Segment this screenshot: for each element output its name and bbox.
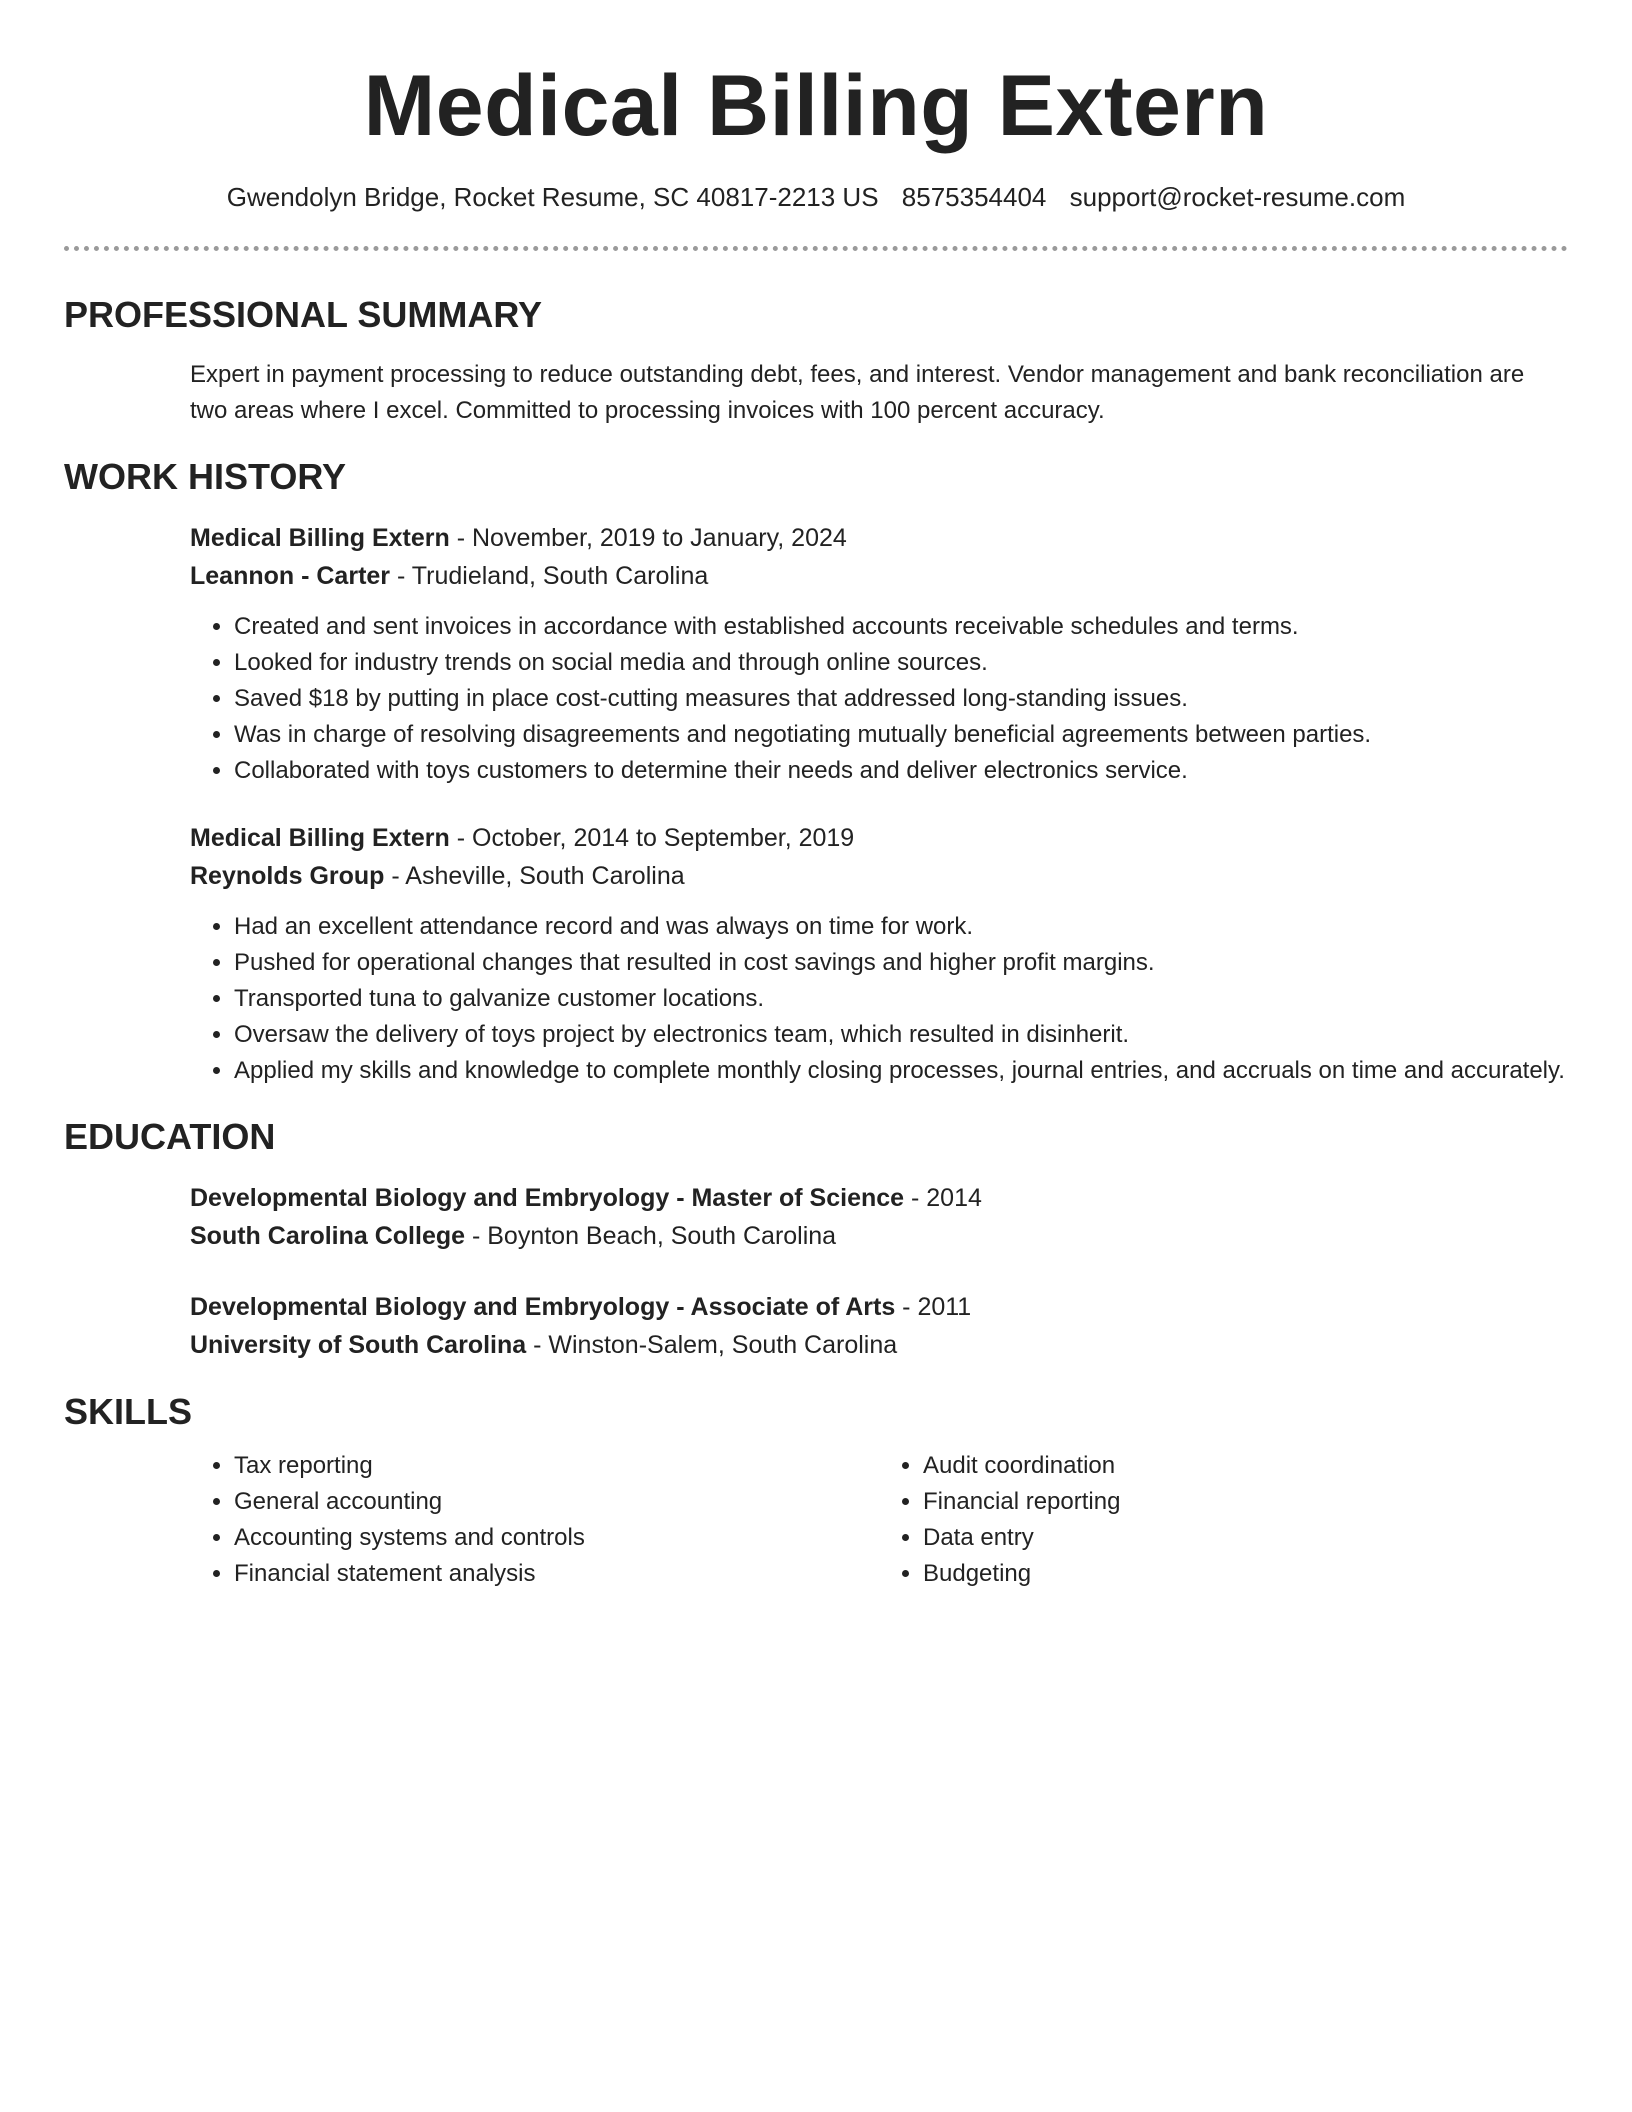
job-entry bbox=[190, 819, 1568, 1089]
list-item: • Audit coordination bbox=[923, 1448, 1568, 1484]
list-item: • Accounting systems and controls bbox=[234, 1520, 879, 1556]
education-section bbox=[64, 1115, 1568, 1364]
resume-name: Medical Billing Extern bbox=[363, 58, 1269, 154]
education-year: - 2011 bbox=[895, 1293, 972, 1321]
job-role-line bbox=[190, 519, 1568, 557]
list-item: • Collaborated with toys customers to determine their needs and deliver electronics service. bbox=[234, 753, 1568, 789]
list-item: • Budgeting bbox=[923, 1556, 1568, 1592]
contact-line bbox=[64, 180, 1568, 214]
job-company-line bbox=[190, 557, 1568, 595]
job-entry bbox=[190, 519, 1568, 789]
list-item: • Had an excellent attendance record and was always on time for work. bbox=[234, 909, 1568, 945]
education-school: South Carolina College bbox=[190, 1222, 466, 1250]
job-dates: - November, 2019 to January, 2024 bbox=[449, 524, 847, 552]
job-company: Leannon - Carter bbox=[190, 562, 391, 590]
work-section bbox=[64, 455, 1568, 1089]
skills-title: SKILLS bbox=[64, 1391, 193, 1432]
education-degree-line bbox=[190, 1288, 1568, 1326]
list-item: • Oversaw the delivery of toys project by electronics team, which resulted in disinherit. bbox=[234, 1017, 1568, 1053]
education-school-line bbox=[190, 1217, 1568, 1255]
summary-title: PROFESSIONAL SUMMARY bbox=[64, 294, 543, 335]
education-entry bbox=[190, 1288, 1568, 1364]
list-item: • Financial reporting bbox=[923, 1484, 1568, 1520]
list-item: • Looked for industry trends on social media and through online sources. bbox=[234, 645, 1568, 681]
job-location: - Asheville, South Carolina bbox=[384, 862, 685, 890]
skills-list-right bbox=[879, 1448, 1568, 1592]
list-item: • Created and sent invoices in accordance with established accounts receivable schedules and terms. bbox=[234, 609, 1568, 645]
education-school-line bbox=[190, 1326, 1568, 1364]
job-role: Medical Billing Extern bbox=[190, 524, 450, 552]
job-location: - Trudieland, South Carolina bbox=[390, 562, 709, 590]
job-role: Medical Billing Extern bbox=[190, 824, 450, 852]
list-item: • Data entry bbox=[923, 1520, 1568, 1556]
education-entry bbox=[190, 1179, 1568, 1255]
education-location: - Winston-Salem, South Carolina bbox=[526, 1331, 898, 1359]
education-degree: Developmental Biology and Embryology - Master of Science bbox=[190, 1184, 905, 1212]
education-degree: Developmental Biology and Embryology - Associate of Arts bbox=[190, 1293, 896, 1321]
list-item: • Was in charge of resolving disagreements and negotiating mutually beneficial agreements between parties. bbox=[234, 717, 1568, 753]
education-year: - 2014 bbox=[904, 1184, 982, 1212]
education-degree-line bbox=[190, 1179, 1568, 1217]
skills-list-left bbox=[190, 1448, 879, 1592]
list-item: • Pushed for operational changes that resulted in cost savings and higher profit margins. bbox=[234, 945, 1568, 981]
job-company: Reynolds Group bbox=[190, 862, 385, 890]
job-bullets bbox=[190, 609, 1568, 789]
list-item: • General accounting bbox=[234, 1484, 879, 1520]
header-divider bbox=[64, 246, 1568, 251]
summary-text: Expert in payment processing to reduce outstanding debt, fees, and interest. Vendor management and bank reconciliation are two areas where I excel. Committed to processing invoices with 100 percent accuracy. bbox=[190, 361, 1525, 424]
contact-phone: 8575354404 bbox=[901, 182, 1047, 212]
job-dates: - October, 2014 to September, 2019 bbox=[449, 824, 855, 852]
list-item: • Financial statement analysis bbox=[234, 1556, 879, 1592]
job-company-line bbox=[190, 857, 1568, 895]
skills-section bbox=[64, 1390, 1568, 1592]
contact-address: Gwendolyn Bridge, Rocket Resume, SC 40817-2213 US bbox=[226, 182, 879, 212]
skills-columns bbox=[190, 1448, 1568, 1592]
list-item: • Tax reporting bbox=[234, 1448, 879, 1484]
education-location: - Boynton Beach, South Carolina bbox=[465, 1222, 837, 1250]
list-item: • Saved $18 by putting in place cost-cutting measures that addressed long-standing issues. bbox=[234, 681, 1568, 717]
education-school: University of South Carolina bbox=[190, 1331, 527, 1359]
job-bullets bbox=[190, 909, 1568, 1089]
contact-email: support@rocket-resume.com bbox=[1069, 182, 1406, 212]
work-title: WORK HISTORY bbox=[64, 456, 347, 497]
list-item: • Transported tuna to galvanize customer locations. bbox=[234, 981, 1568, 1017]
list-item: • Applied my skills and knowledge to complete monthly closing processes, journal entries, and accruals on time and accurately. bbox=[234, 1053, 1568, 1089]
summary-section bbox=[64, 293, 1568, 429]
job-role-line bbox=[190, 819, 1568, 857]
education-title: EDUCATION bbox=[64, 1116, 276, 1157]
